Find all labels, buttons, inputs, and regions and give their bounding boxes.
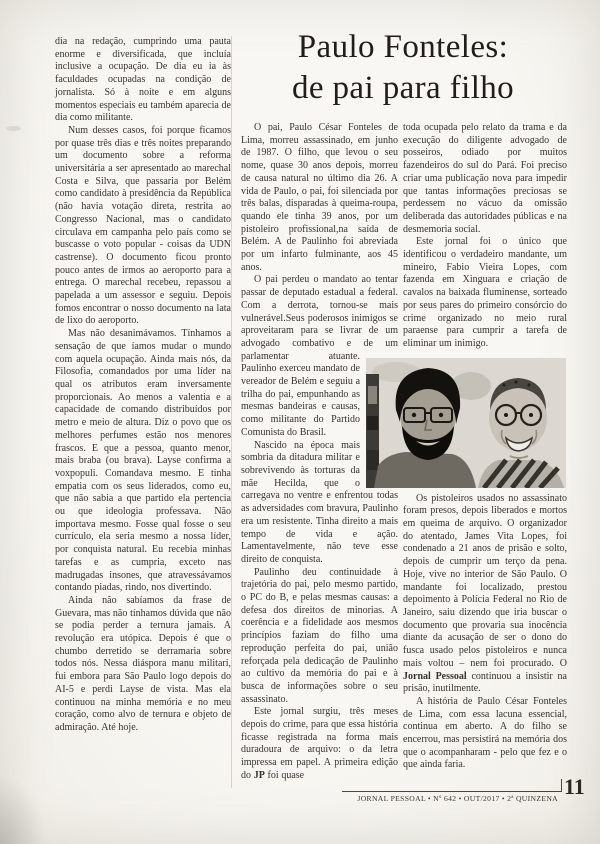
article-title — [240, 27, 566, 109]
paragraph — [403, 493, 567, 696]
text-run: Este jornal surgiu, três meses depois do crime, para que essa história ficasse registrada na forma mais duradoura de arquivo: o da letra impressa em papel. A primeira edição do — [241, 706, 398, 781]
text-run: toda ocupada pelo relato da trama e da execução do diligente advogado de posseiros, odiado por muitos fazendeiros do sul do Pará. Foi preciso criar uma publicação nova para impedir que tantas informações preciosas se perdessem no vácuo da omissão deliberada das autoridades públicas e na desmemoria social. — [403, 122, 567, 235]
paragraph — [241, 567, 398, 707]
scan-corner-shadow — [0, 774, 46, 844]
paragraph — [55, 125, 231, 328]
paragraph — [241, 122, 398, 274]
right-column-upper-text — [403, 122, 567, 351]
bold-text-run: Jornal Pessoal — [403, 670, 467, 682]
right-column-lower-text — [403, 493, 567, 772]
paragraph — [403, 236, 567, 350]
left-text-column — [55, 36, 231, 735]
paragraph — [55, 595, 231, 735]
column-divider-rule — [231, 36, 232, 788]
paragraph — [55, 36, 231, 125]
text-run: Paulinho exerceu mandato de vereador de Belém e seguiu a trilha do pai, empunhando as mesmas bandeiras e causas, como militante do Partido Comunista do Brasil. — [241, 363, 361, 438]
article-title-line1: Paulo Fonteles: — [297, 29, 509, 65]
text-run: Paulinho deu continuidade à trajetória do pai, pelo mesmo partido, o PC do B, e pelas mesmas causas: a defesa dos direitos de minorias. A coerência e a fidelidade aos mesmos princípios faziam do filho uma reprodução perfeita do pai, união reforçada pela dedicação de Paulinho ao cultivo da memória do pai e à busca de informações sobre o seu assassinato. — [241, 566, 398, 705]
text-run: continuou a insistir na prisão, inutilmente. — [403, 670, 567, 695]
text-run: Este jornal foi o único que identificou o verdadeiro mandante, um mineiro, Fabio Vieira Lopes, com fazenda em Xinguara e criação de cavalos na baixada fluminense, sorteado por seus pares do primeiro consórcio do crime organizado no meio rural paraense para cumprir a tarefa de eliminar um inimigo. — [403, 236, 567, 349]
paragraph — [403, 122, 567, 236]
text-run: Mas não desanimávamos. Tínhamos a sensação de que íamos mudar o mundo com aquela ocupação. Ainda mais nós, da Filosofia, comandados por uma líder na qual os atributos eram inversamente proporcionais. Ao menos a valentia e a capacidade de comando distribuídos por metro e meio de altura. Diz o povo que os melhores perfumes estão nos menores frascos. E que a pessoa, quanto menor, mais braba (ou brava). Layse confirma a voxpopuli. Comandava mesmo. E tinha empatia com os seus liderados, como eu, que não sabia a que partido ela pertencia ou que ideologia professava. Não importava mesmo. Fosse qual fosse o seu currículo, ela seria mesmo a nossa líder, por conquista natural. Eu recebia minhas tarefas e as cumpria, exceto nas madrugadas insones, que atravessávamos contando piadas, rindo, nos divertindo. — [55, 328, 231, 594]
text-run: Nascido na época mais sombria da ditadura militar e sobrevivendo às torturas da mãe Hecilda, que o carregava no ventre e enfrentou todas as adversidades com bravura, Paulinho era um resistente. Tinha direito a mais tempo de vida e ação. Lamentavelmente, não teve esse direito de conquista. — [241, 439, 398, 565]
paragraph — [241, 706, 398, 782]
paragraph — [403, 696, 567, 772]
article-title-line2: de pai para filho — [291, 70, 515, 106]
paragraph — [55, 328, 231, 595]
footer-rule — [342, 791, 562, 792]
text-run: Ainda não sabíamos da frase de Guevara, mas não tínhamos dúvida que não se podia perder a ternura jamais. A revolução era utópica. Depois é que o chumbo derretido se derramaria sobre todos nós. Nessa diáspora manu militari, fui embora para São Paulo logo depois do AI-5 e perdi Layse de vista. Mas ela continuou na minha memória e no meu coração, como alvo de ternura e objeto de admiração. Até hoje. — [55, 594, 231, 733]
article-photo-two-smiling-men — [366, 358, 566, 488]
text-run: A história de Paulo César Fonteles de Lima, com essa lacuna essencial, continua em aberto. A do filho se encerrou, mas persistirá na memória dos que o acompanharam - pelo que fez e o que ainda faria. — [403, 695, 567, 771]
right-text-column — [403, 122, 567, 772]
bold-text-run: JP — [253, 769, 265, 781]
halftone-photo-graphic — [366, 358, 566, 488]
text-run: O pai, Paulo César Fonteles de Lima, morreu assassinado, em junho de 1987. O filho, que levou o seu nome, quase 30 anos depois, morreu de causa natural no último dia 26. A vida de Paulo, o pai, foi silenciada por três balas, disparadas à queima-roupa, quando ele tinha 39 anos, por um pistoleiro profissional,na saída de Belém. A de Paulinho foi abreviada por um infarto fulminante, aos 45 anos. — [241, 122, 398, 273]
text-run: Num desses casos, foi porque ficamos por quase três dias e três noites preparando um documento sobre a reforma universitária a ser apresentado ao marechal Costa e Silva, que passaria por Belém como candidato à presidência da República (não havia votação direta, restrita ao Congresso Nacional, mas o candidato circulava em campanha pelo país como se buscasse o voto popular - coisas da UDN castrense). O documento ficou pronto pouco antes de irmos ao aeroporto para a entrega. O marechal recebeu, repassou a papelada a um assessor e seguiu. Depois fomos encontrar o nosso documento na lata de lixo do aeroporto. — [55, 124, 231, 327]
text-run: O pai perdeu o mandato ao tentar passar de deputado estadual a federal. Com a derrota, tornou-se mais vulnerável.Seus poderosos inimigos se aproveitaram para se livrar de um advogado combativo e de um parlamentar atuante. — [241, 274, 398, 362]
text-run: foi quase — [264, 769, 305, 781]
scan-smudge — [6, 126, 21, 131]
footer-credit-line: JORNAL PESSOAL • Nº 642 • OUT/2017 • 2ª QUINZENA — [357, 794, 558, 803]
text-run: dia na redação, cumprindo uma pauta enorme e diversificada, que incluía inclusive a ocupação. De dia eu ia às faculdades ocupadas na condição de jornalista. Só à noite e em alguns momentos especiais eu também aparecia de dia como militante. — [55, 36, 231, 124]
page-number: 11 — [564, 774, 585, 799]
footer-tick — [561, 779, 562, 792]
text-run: Os pistoleiros usados no assassinato foram presos, depois liberados e mortos em queima de arquivo. O organizador do atentado, James Vita Lopes, foi condenado a 21 anos de prisão e solto, depois de cumprir um terço da pena. Hoje, vive no interior de São Paulo. O mandante foi localizado, prestou depoimento à Polícia Federal no Rio de Janeiro, saiu dizendo que iria buscar o documento que provaria sua inocência diante da acusação de ser o dono do fusca usado pelos pistoleiros e nunca mais voltou – nem foi procurado. O — [403, 492, 567, 669]
